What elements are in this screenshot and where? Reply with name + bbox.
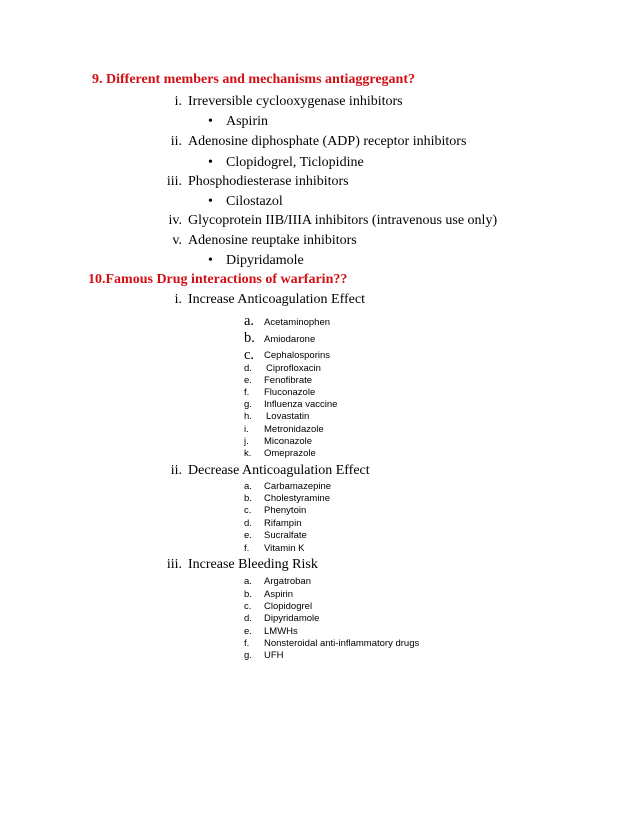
drug-letter: d. xyxy=(244,363,252,374)
drug-letter: i. xyxy=(244,424,249,435)
drug-letter: d. xyxy=(244,613,252,624)
q10-section-numeral: ii. xyxy=(170,463,182,478)
q9-item-text: Adenosine reuptake inhibitors xyxy=(188,233,357,248)
q9-item-text: Phosphodiesterase inhibitors xyxy=(188,174,349,189)
q9-heading: 9. Different members and mechanisms antiaggregant? xyxy=(92,72,416,87)
drug-letter: g. xyxy=(244,650,252,661)
q10-section-numeral: iii. xyxy=(166,557,182,572)
drug-letter: f. xyxy=(244,543,250,554)
bullet-icon: • xyxy=(208,114,213,129)
q10-section-title: Decrease Anticoagulation Effect xyxy=(188,463,370,478)
drug-name: Aspirin xyxy=(264,589,294,600)
q9-item-text: Adenosine diphosphate (ADP) receptor inhibitors xyxy=(188,134,467,149)
q9-item-examples: Aspirin xyxy=(226,114,268,129)
drug-name: Miconazole xyxy=(264,436,313,447)
q9-item-numeral: i. xyxy=(174,94,182,109)
drug-name: Acetaminophen xyxy=(264,317,331,328)
drug-name: Metronidazole xyxy=(264,424,324,435)
q9-item-text: Glycoprotein IIB/IIIA inhibitors (intravenous use only) xyxy=(188,213,498,228)
q10-section-title: Increase Bleeding Risk xyxy=(188,557,318,572)
drug-letter: e. xyxy=(244,530,252,541)
drug-letter: b. xyxy=(244,330,255,346)
q10-section-title: Increase Anticoagulation Effect xyxy=(188,292,365,307)
q9-item-numeral: iv. xyxy=(168,213,182,228)
drug-letter: g. xyxy=(244,399,252,410)
drug-name: Influenza vaccine xyxy=(264,399,338,410)
drug-name: Amiodarone xyxy=(264,334,316,345)
drug-letter: d. xyxy=(244,518,252,529)
drug-name: Ciprofloxacin xyxy=(266,363,321,374)
q9-item-examples: Cilostazol xyxy=(226,194,283,209)
drug-name: Rifampin xyxy=(264,518,302,529)
drug-name: Lovastatin xyxy=(266,411,310,422)
drug-letter: c. xyxy=(244,347,255,363)
drug-letter: b. xyxy=(244,589,252,600)
drug-name: Phenytoin xyxy=(264,505,307,516)
drug-name: Cholestyramine xyxy=(264,493,330,504)
drug-letter: f. xyxy=(244,638,250,649)
drug-name: UFH xyxy=(264,650,284,661)
bullet-icon: • xyxy=(208,194,213,209)
q9-item-numeral: iii. xyxy=(166,174,182,189)
q9-item-examples: Dipyridamole xyxy=(226,253,304,268)
drug-letter: a. xyxy=(244,576,252,587)
q10-heading: 10.Famous Drug interactions of warfarin?? xyxy=(88,272,348,287)
drug-letter: a. xyxy=(244,481,252,492)
drug-name: Argatroban xyxy=(264,576,312,587)
drug-letter: b. xyxy=(244,493,252,504)
drug-letter: h. xyxy=(244,411,252,422)
drug-name: Clopidogrel xyxy=(264,601,313,612)
drug-name: Fenofibrate xyxy=(264,375,313,386)
drug-name: Cephalosporins xyxy=(264,350,331,361)
drug-letter: c. xyxy=(244,601,252,612)
drug-name: Fluconazole xyxy=(264,387,316,398)
drug-name: Nonsteroidal anti-inflammatory drugs xyxy=(264,638,420,649)
drug-letter: k. xyxy=(244,448,252,459)
drug-letter: a. xyxy=(244,313,255,329)
drug-letter: c. xyxy=(244,505,252,516)
q9-item-numeral: v. xyxy=(172,233,182,248)
q9-item-text: Irreversible cyclooxygenase inhibitors xyxy=(188,94,403,109)
drug-name: Dipyridamole xyxy=(264,613,320,624)
drug-letter: j. xyxy=(244,436,249,447)
drug-name: Sucralfate xyxy=(264,530,307,541)
bullet-icon: • xyxy=(208,155,213,170)
drug-name: Carbamazepine xyxy=(264,481,332,492)
bullet-icon: • xyxy=(208,253,213,268)
drug-letter: e. xyxy=(244,626,252,637)
drug-name: LMWHs xyxy=(264,626,298,637)
drug-letter: e. xyxy=(244,375,252,386)
drug-name: Vitamin K xyxy=(264,543,305,554)
q10-section-numeral: i. xyxy=(174,292,182,307)
q9-item-numeral: ii. xyxy=(170,134,182,149)
q9-item-examples: Clopidogrel, Ticlopidine xyxy=(226,155,364,170)
drug-name: Omeprazole xyxy=(264,448,316,459)
drug-letter: f. xyxy=(244,387,250,398)
